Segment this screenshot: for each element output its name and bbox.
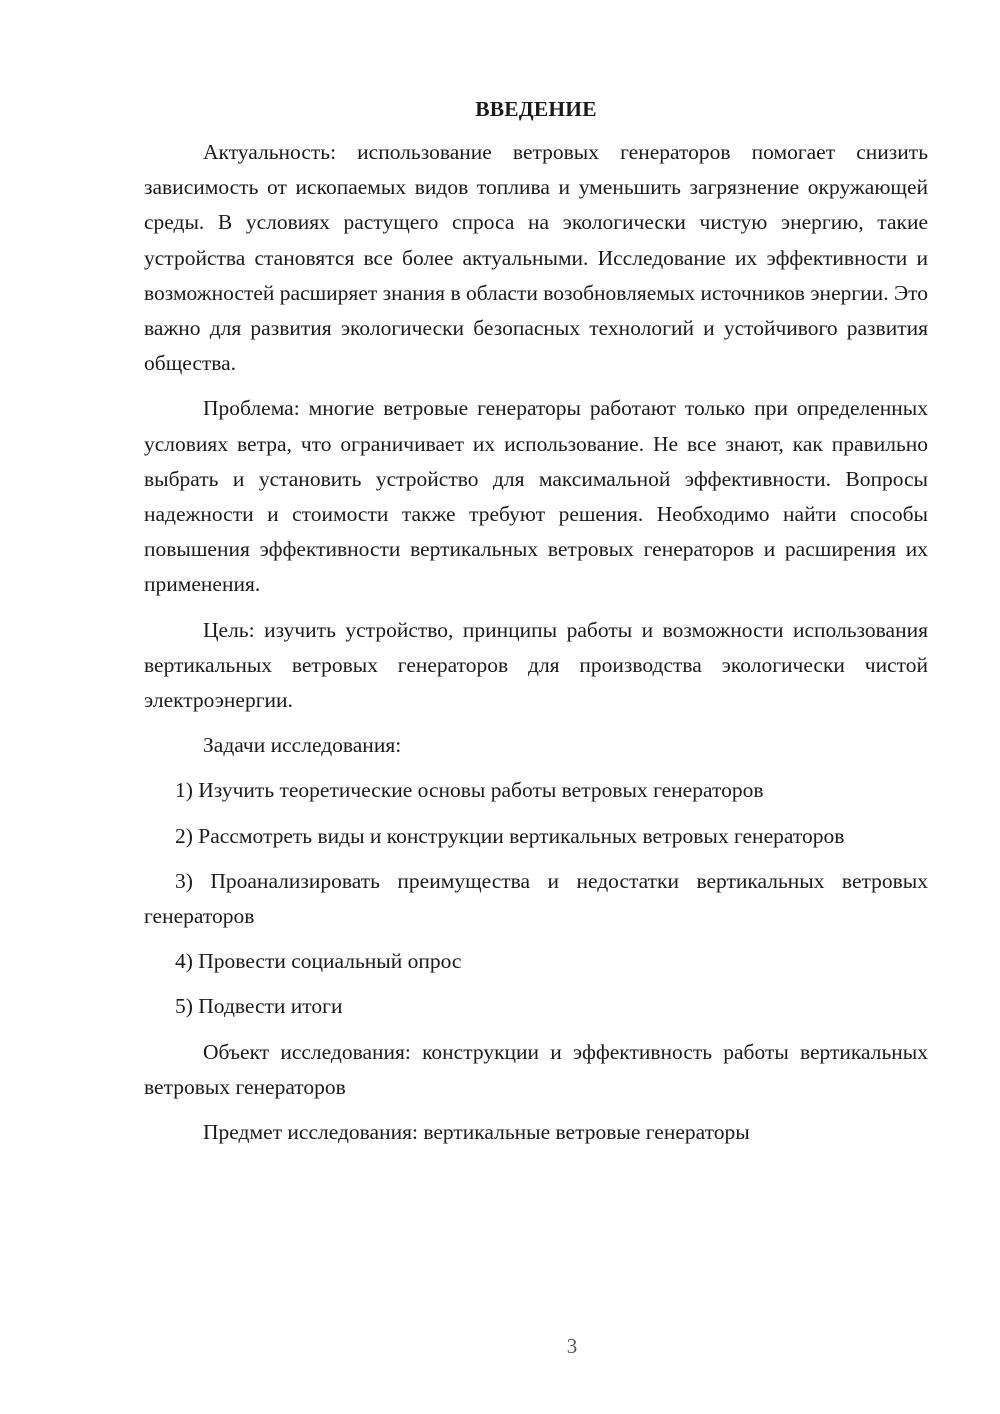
- page-content: [144, 92, 928, 1160]
- object-paragraph: Объект исследования: конструкции и эффективность работы вертикальных ветровых генераторов: [144, 1039, 928, 1099]
- tasks-heading: Задачи исследования:: [203, 733, 402, 758]
- relevance-paragraph: Актуальность: использование ветровых генераторов помогает снизить зависимость от ископаемых видов топлива и уменьшить загрязнение окружающей среды. В условиях растущего спроса на экологически чистую энергию, такие устройства становятся все более актуальными. Исследование их эффективности и возможностей расширяет знания в области возобновляемых источников энергии. Это важно для развития экологически безопасных технологий и устойчивого развития общества.: [144, 140, 928, 376]
- task-item-5: 5) Подвести итоги: [175, 994, 343, 1019]
- problem-paragraph: Проблема: многие ветровые генераторы работают только при определенных условиях ветра, что ограничивает их использование. Не все знают, как правильно выбрать и установить устройство для максимальной эффективности. Вопросы надежности и стоимости также требуют решения. Необходимо найти способы повышения эффективности вертикальных ветровых генераторов и расширения их применения.: [144, 396, 928, 597]
- task-item-4: 4) Провести социальный опрос: [175, 949, 462, 974]
- page-title: ВВЕДЕНИЕ: [475, 97, 597, 121]
- task-item-1: 1) Изучить теоретические основы работы ветровых генераторов: [175, 778, 764, 803]
- task-item-3: 3) Проанализировать преимущества и недостатки вертикальных ветровых генераторов: [144, 868, 928, 929]
- page-number: 3: [566, 1334, 578, 1358]
- subject-paragraph: Предмет исследования: вертикальные ветровые генераторы: [203, 1120, 750, 1145]
- task-item-2: 2) Рассмотреть виды и конструкции вертикальных ветровых генераторов: [175, 823, 845, 848]
- goal-paragraph: Цель: изучить устройство, принципы работы и возможности использования вертикальных ветровых генераторов для производства экологически чистой электроэнергии.: [144, 617, 928, 713]
